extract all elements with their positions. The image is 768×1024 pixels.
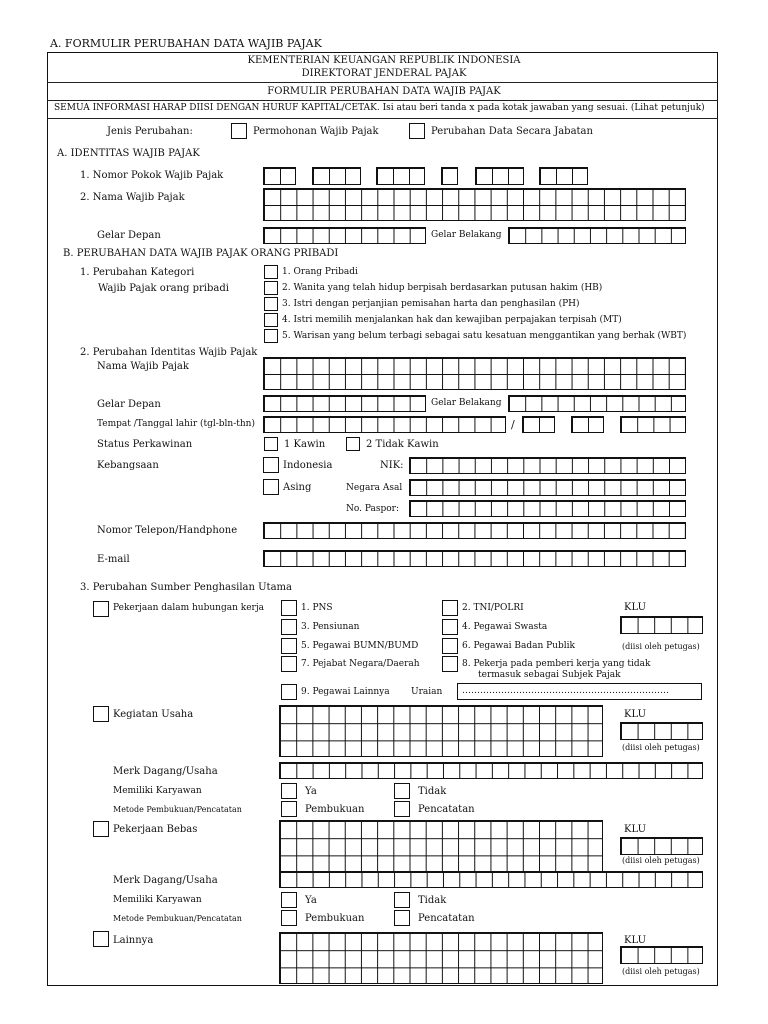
birth-day-field[interactable]: [522, 416, 555, 433]
taxpayer-name-label: 2. Nama Wajib Pajak: [80, 192, 185, 203]
business-field[interactable]: [279, 705, 603, 757]
others-label: Lainnya: [113, 935, 154, 946]
change-type-official-checkbox[interactable]: [409, 123, 425, 139]
birth-place-field[interactable]: [263, 416, 506, 433]
uraian-dots: ……………………………………………………………: [462, 686, 669, 696]
npwp-field[interactable]: [376, 167, 425, 185]
section-b-title: B. PERUBAHAN DATA WAJIB PAJAK ORANG PRIBADI: [63, 248, 339, 259]
birth-label: Tempat /Tanggal lahir (tgl-bln-thn): [97, 419, 255, 429]
category-option-2: 2. Wanita yang telah hidup berpisah berdasarkan putusan hakim (HB): [282, 283, 603, 293]
job-9-checkbox[interactable]: [281, 684, 297, 700]
employees-label: Memiliki Karyawan: [113, 786, 202, 796]
gelar-belakang-field[interactable]: [508, 227, 686, 244]
npwp-field[interactable]: [263, 167, 296, 185]
job-8-label: 8. Pekerja pada pemberi kerja yang tidak: [462, 659, 651, 669]
category-option-5: 5. Warisan yang belum terbagi sebagai satu kesatuan menggantikan yang berhak (WBT): [282, 331, 687, 341]
freelance-label: Pekerjaan Bebas: [113, 824, 198, 835]
job-4-checkbox[interactable]: [442, 619, 458, 635]
phone-label: Nomor Telepon/Handphone: [97, 525, 238, 536]
employees-no-label: Tidak: [418, 786, 447, 797]
income-title: 3. Perubahan Sumber Penghasilan Utama: [80, 582, 292, 593]
job-9-label: 9. Pegawai Lainnya: [301, 687, 390, 697]
npwp-field[interactable]: [539, 167, 588, 185]
job-8-checkbox[interactable]: [442, 656, 458, 672]
b-name-label: Nama Wajib Pajak: [97, 361, 189, 372]
change-type-official-label: Perubahan Data Secara Jabatan: [431, 126, 593, 137]
bookkeeping-checkbox[interactable]: [281, 910, 297, 926]
employees-yes-label: Ya: [305, 786, 317, 797]
others-checkbox[interactable]: [93, 931, 109, 947]
others-field[interactable]: [279, 932, 603, 984]
gelar-depan-field[interactable]: [263, 227, 426, 244]
foreign-label: Asing: [283, 482, 312, 493]
change-type-request-label: Permohonan Wajib Pajak: [253, 126, 379, 137]
birth-year-field[interactable]: [620, 416, 686, 433]
business-label: Kegiatan Usaha: [113, 709, 194, 720]
email-field[interactable]: [263, 550, 686, 567]
email-label: E-mail: [97, 554, 130, 565]
klu-label: KLU: [624, 935, 646, 946]
brand-field[interactable]: [279, 871, 703, 888]
job-2-label: 2. TNI/POLRI: [462, 603, 524, 613]
bookkeeping-label: Pembukuan: [305, 913, 365, 924]
not-married-checkbox[interactable]: [346, 437, 360, 451]
passport-label: No. Paspor:: [346, 504, 400, 514]
method-label: Metode Pembukuan/Pencatatan: [113, 805, 242, 814]
recording-checkbox[interactable]: [394, 801, 410, 817]
klu-field[interactable]: [620, 722, 703, 740]
indonesia-label: Indonesia: [283, 460, 333, 471]
job-4-label: 4. Pegawai Swasta: [462, 622, 548, 632]
identity-change-title: 2. Perubahan Identitas Wajib Pajak: [80, 347, 258, 358]
klu-field[interactable]: [620, 946, 703, 964]
b-gelar-depan-field[interactable]: [263, 395, 426, 412]
klu-label: KLU: [624, 709, 646, 720]
employment-checkbox[interactable]: [93, 601, 109, 617]
brand-field[interactable]: [279, 762, 703, 779]
b-name-field[interactable]: [263, 357, 686, 390]
uraian-label: Uraian: [411, 687, 443, 697]
job-7-label: 7. Pejabat Negara/Daerah: [301, 659, 420, 669]
recording-label: Pencatatan: [418, 804, 475, 815]
brand-label: Merk Dagang/Usaha: [113, 766, 218, 777]
phone-field[interactable]: [263, 522, 686, 539]
klu-note: (diisi oleh petugas): [622, 642, 700, 651]
section-a-title: A. IDENTITAS WAJIB PAJAK: [57, 148, 200, 159]
employees-yes-label: Ya: [305, 895, 317, 906]
category-label-2: Wajib Pajak orang pribadi: [98, 283, 229, 294]
job-1-checkbox[interactable]: [281, 600, 297, 616]
employees-no-checkbox[interactable]: [394, 892, 410, 908]
instructions: SEMUA INFORMASI HARAP DIISI DENGAN HURUF KAPITAL/CETAK. Isi atau beri tanda x pada kotak jawaban yang sesuai. (Lihat petunjuk): [54, 103, 705, 113]
employees-no-label: Tidak: [418, 895, 447, 906]
freelance-field[interactable]: [279, 820, 603, 872]
birth-month-field[interactable]: [571, 416, 604, 433]
nationality-label: Kebangsaan: [97, 460, 159, 471]
employment-label: Pekerjaan dalam hubungan kerja: [113, 603, 264, 613]
klu-label: KLU: [624, 602, 646, 613]
job-5-label: 5. Pegawai BUMN/BUMD: [301, 641, 419, 651]
form-title: FORMULIR PERUBAHAN DATA WAJIB PAJAK: [267, 86, 501, 97]
klu-note: (diisi oleh petugas): [622, 856, 700, 865]
foreign-checkbox[interactable]: [263, 479, 279, 495]
employees-yes-checkbox[interactable]: [281, 783, 297, 799]
klu-field[interactable]: [620, 837, 703, 855]
date-separator: /: [511, 418, 515, 431]
job-2-checkbox[interactable]: [442, 600, 458, 616]
b-gelar-belakang-label: Gelar Belakang: [431, 398, 502, 408]
npwp-label: 1. Nomor Pokok Wajib Pajak: [80, 170, 224, 181]
gelar-belakang-label: Gelar Belakang: [431, 230, 502, 240]
job-3-checkbox[interactable]: [281, 619, 297, 635]
page-heading: A. FORMULIR PERUBAHAN DATA WAJIB PAJAK: [50, 37, 322, 50]
klu-field[interactable]: [620, 616, 703, 634]
klu-note: (diisi oleh petugas): [622, 967, 700, 976]
job-6-label: 6. Pegawai Badan Publik: [462, 641, 575, 651]
job-6-checkbox[interactable]: [442, 638, 458, 654]
gelar-depan-label: Gelar Depan: [97, 230, 161, 241]
category-checkbox-5[interactable]: [264, 329, 278, 343]
method-label: Metode Pembukuan/Pencatatan: [113, 914, 242, 923]
marital-label: Status Perkawinan: [97, 439, 193, 450]
bookkeeping-checkbox[interactable]: [281, 801, 297, 817]
ministry-name: KEMENTERIAN KEUANGAN REPUBLIK INDONESIA: [247, 55, 521, 66]
job-8-label-2: termasuk sebagai Subjek Pajak: [478, 670, 621, 680]
brand-label: Merk Dagang/Usaha: [113, 875, 218, 886]
category-checkbox-3[interactable]: [264, 297, 278, 311]
category-checkbox-1[interactable]: [264, 265, 278, 279]
divider: [47, 82, 718, 83]
taxpayer-name-field[interactable]: [263, 188, 686, 221]
not-married-label: 2 Tidak Kawin: [366, 439, 439, 450]
b-gelar-belakang-field[interactable]: [508, 395, 686, 412]
freelance-checkbox[interactable]: [93, 821, 109, 837]
npwp-field[interactable]: [441, 167, 458, 185]
origin-country-field[interactable]: [409, 479, 686, 496]
divider: [47, 100, 718, 101]
recording-label: Pencatatan: [418, 913, 475, 924]
klu-note: (diisi oleh petugas): [622, 743, 700, 752]
job-3-label: 3. Pensiunan: [301, 622, 360, 632]
nik-field[interactable]: [409, 457, 686, 474]
nik-label: NIK:: [380, 460, 404, 471]
indonesia-checkbox[interactable]: [263, 457, 279, 473]
employees-label: Memiliki Karyawan: [113, 895, 202, 905]
job-5-checkbox[interactable]: [281, 638, 297, 654]
business-checkbox[interactable]: [93, 706, 109, 722]
job-7-checkbox[interactable]: [281, 656, 297, 672]
change-type-label: Jenis Perubahan:: [107, 126, 193, 137]
category-option-4: 4. Istri memilih menjalankan hak dan kewajiban perpajakan terpisah (MT): [282, 315, 622, 325]
directorate-name: DIREKTORAT JENDERAL PAJAK: [301, 68, 467, 79]
job-1-label: 1. PNS: [301, 603, 333, 613]
employees-no-checkbox[interactable]: [394, 783, 410, 799]
npwp-field[interactable]: [312, 167, 361, 185]
category-option-3: 3. Istri dengan perjanjian pemisahan harta dan penghasilan (PH): [282, 299, 580, 309]
married-label: 1 Kawin: [284, 439, 326, 450]
recording-checkbox[interactable]: [394, 910, 410, 926]
npwp-field[interactable]: [475, 167, 524, 185]
change-type-request-checkbox[interactable]: [231, 123, 247, 139]
divider: [47, 118, 718, 119]
category-checkbox-2[interactable]: [264, 281, 278, 295]
married-checkbox[interactable]: [264, 437, 278, 451]
origin-country-label: Negara Asal: [346, 483, 403, 493]
employees-yes-checkbox[interactable]: [281, 892, 297, 908]
passport-field[interactable]: [409, 500, 686, 517]
b-gelar-depan-label: Gelar Depan: [97, 399, 161, 410]
category-option-1: 1. Orang Pribadi: [282, 267, 358, 277]
klu-label: KLU: [624, 824, 646, 835]
category-checkbox-4[interactable]: [264, 313, 278, 327]
bookkeeping-label: Pembukuan: [305, 804, 365, 815]
category-label: 1. Perubahan Kategori: [80, 267, 195, 278]
